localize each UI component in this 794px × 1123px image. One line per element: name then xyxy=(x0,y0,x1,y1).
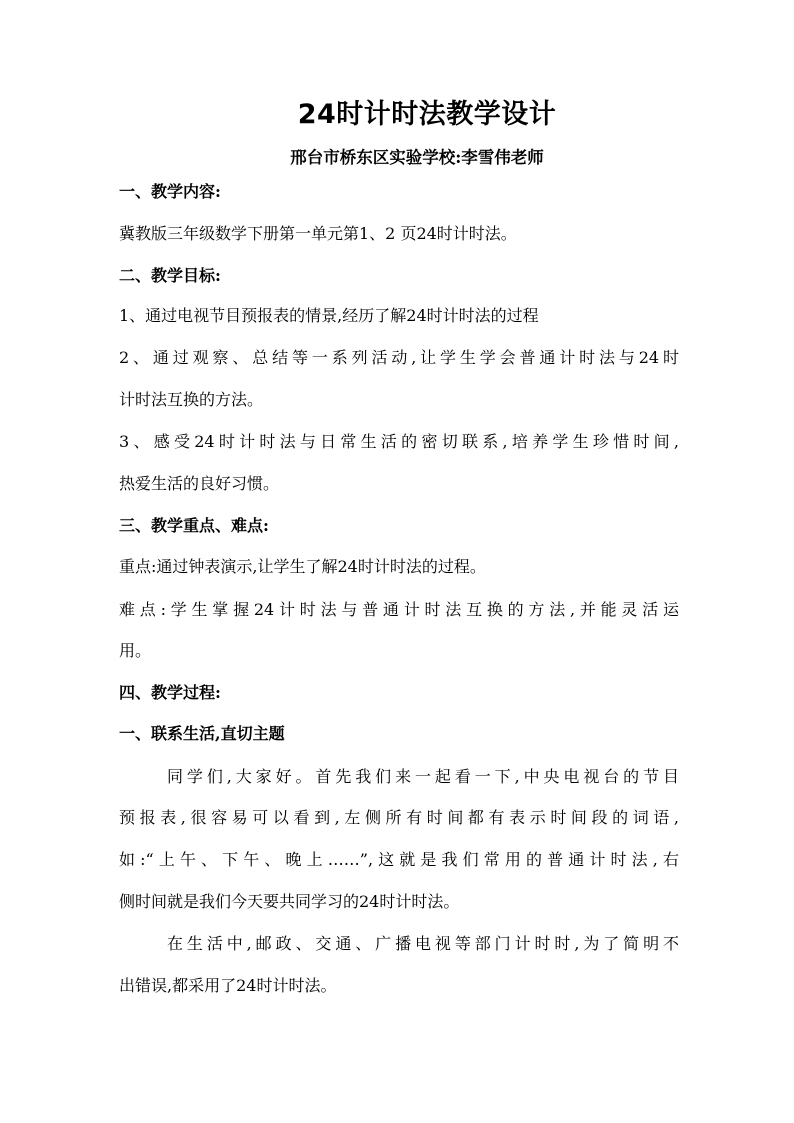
paragraph-1-line-2: 预报表,很容易可以看到,左侧所有时间都有表示时间段的词语, xyxy=(119,808,679,827)
step-1-heading: 一、联系生活,直切主题 xyxy=(119,724,285,743)
key-point-text: 重点:通过钟表演示,让学生了解24时计时法的过程。 xyxy=(119,557,486,576)
paragraph-2-line-1: 在生活中,邮政、交通、广播电视等部门计时时,为了简明不 xyxy=(167,934,679,953)
paragraph-1-line-3: 如:“上午、下午、晚上……”,这就是我们常用的普通计时法,右 xyxy=(119,850,679,869)
paragraph-1-line-4: 侧时间就是我们今天要共同学习的24时计时法。 xyxy=(119,892,460,911)
author-line: 邢台市桥东区实验学校:李雪伟老师 xyxy=(290,148,544,167)
difficulty-line-1: 难点:学生掌握24计时法与普通计时法互换的方法,并能灵活运 xyxy=(119,600,679,619)
difficulty-line-2: 用。 xyxy=(119,641,152,660)
content-text: 冀教版三年级数学下册第一单元第1、2 页24时计时法。 xyxy=(119,224,517,243)
section-heading-process: 四、教学过程: xyxy=(119,683,221,702)
document-title: 24时计时法教学设计 xyxy=(297,99,557,130)
goal-item-3-line-1: 3、感受24时计时法与日常生活的密切联系,培养学生珍惜时间, xyxy=(119,432,679,451)
paragraph-2-line-2: 出错误,都采用了24时计时法。 xyxy=(119,976,337,995)
section-heading-content: 一、教学内容: xyxy=(119,182,221,201)
goal-item-1: 1、通过电视节目预报表的情景,经历了解24时计时法的过程 xyxy=(119,306,539,325)
goal-item-2-line-2: 计时法互换的方法。 xyxy=(119,390,264,409)
section-heading-key-points: 三、教学重点、难点: xyxy=(119,516,269,535)
goal-item-2-line-1: 2、通过观察、总结等一系列活动,让学生学会普通计时法与24时 xyxy=(119,348,679,367)
goal-item-3-line-2: 热爱生活的良好习惯。 xyxy=(119,474,280,493)
section-heading-goals: 二、教学目标: xyxy=(119,266,221,285)
paragraph-1-line-1: 同学们,大家好。首先我们来一起看一下,中央电视台的节目 xyxy=(167,767,679,786)
